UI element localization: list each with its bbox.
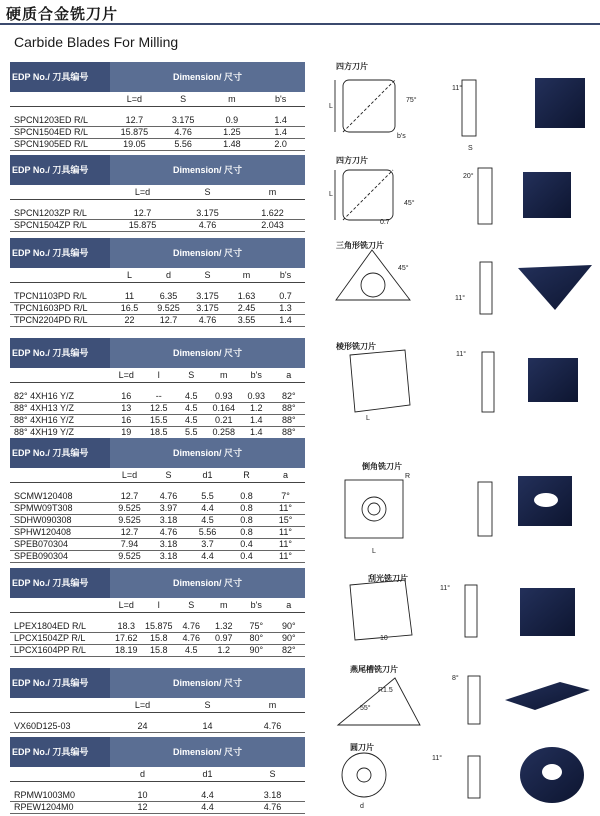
column-header: d (110, 767, 175, 782)
photo-square-2 (523, 172, 571, 218)
column-header: m (208, 368, 241, 383)
dimension-value: 1.4 (266, 315, 305, 327)
edp-number: SPCN1203ED R/L (10, 115, 110, 127)
dimension-value: 1.4 (240, 427, 273, 439)
column-header: a (266, 468, 305, 483)
dimension-value: 16 (110, 415, 143, 427)
dimension-value: 3.175 (175, 208, 240, 220)
dimension-value: 1.63 (227, 291, 266, 303)
column-header: m (227, 268, 266, 283)
dimension-value: 0.9 (208, 115, 257, 127)
edp-number: SCMW120408 (10, 491, 110, 503)
dimension-value: 0.4 (227, 551, 266, 563)
edp-number: LPCX1504ZP R/L (10, 633, 110, 645)
dimension-value: 1.4 (240, 415, 273, 427)
dimension-value: 80° (240, 633, 273, 645)
dimension-value: 9.525 (110, 503, 149, 515)
column-header: m (208, 92, 257, 107)
dimension-value: 75° (240, 621, 273, 633)
edp-header: EDP No./ 刀具编号 (10, 668, 110, 698)
dimension-value: 15.875 (110, 220, 175, 232)
edp-header: EDP No./ 刀具编号 (10, 568, 110, 598)
dimension-value: 0.8 (227, 503, 266, 515)
dimension-header: Dimension/ 尺寸 (110, 338, 305, 368)
drawing-label-5: 倒角铣刀片 (362, 461, 402, 471)
dimension-value: 5.56 (188, 527, 227, 539)
column-header: l (143, 598, 176, 613)
dimension-value: 1.4 (256, 115, 305, 127)
dimension-value: 4.76 (240, 802, 305, 814)
dimension-value: 0.8 (227, 515, 266, 527)
column-header: S (175, 368, 208, 383)
dimension-value: 16.5 (110, 303, 149, 315)
label-l-1: L (329, 103, 333, 110)
label-11-3: 11° (456, 351, 467, 358)
dimension-value: 15.5 (143, 415, 176, 427)
dimension-value: 12.7 (110, 115, 159, 127)
label-l-4: L (366, 415, 370, 422)
dimension-value: 4.76 (175, 220, 240, 232)
label-75: 75° (406, 97, 417, 104)
dimension-value: 3.175 (188, 303, 227, 315)
dimension-header: Dimension/ 尺寸 (110, 568, 305, 598)
page-title-en: Carbide Blades For Milling (14, 34, 179, 50)
drawing-label-7: 燕尾槽铣刀片 (350, 664, 398, 674)
column-header: L (110, 268, 149, 283)
dimension-value: 3.18 (240, 790, 305, 802)
photo-wiper (520, 588, 575, 636)
edp-number: 88° 4XH19 Y/Z (10, 427, 110, 439)
photo-round-hole (542, 764, 562, 780)
column-header: R (227, 468, 266, 483)
column-header: L=d (110, 698, 175, 713)
dimension-value: 4.4 (188, 551, 227, 563)
dimension-value: 0.8 (227, 491, 266, 503)
dimension-header: Dimension/ 尺寸 (110, 737, 305, 767)
dimension-value: 18.5 (143, 427, 176, 439)
edp-number: SDHW090308 (10, 515, 110, 527)
drawing-label-8: 圆刀片 (350, 742, 374, 752)
dimension-value: 3.18 (149, 539, 188, 551)
column-header: d1 (188, 468, 227, 483)
dimension-value: 0.8 (227, 527, 266, 539)
edp-number: LPEX1804ED R/L (10, 621, 110, 633)
dimension-value: 3.18 (149, 551, 188, 563)
dimension-value: 4.76 (240, 721, 305, 733)
edp-header: EDP No./ 刀具编号 (10, 238, 110, 268)
dimension-value: 3.175 (188, 291, 227, 303)
photo-chamfer-hole (534, 493, 558, 507)
dimension-value: 9.525 (110, 551, 149, 563)
label-11-5: 11° (432, 755, 443, 762)
label-bs-1: b's (397, 133, 406, 140)
dimension-value: 10 (110, 790, 175, 802)
edp-number: LPCX1604PP R/L (10, 645, 110, 657)
edp-number: SPCN1203ZP R/L (10, 208, 110, 220)
dimension-value: 90° (273, 621, 306, 633)
dimension-value: 11° (266, 539, 305, 551)
column-header: b's (266, 268, 305, 283)
photo-rhombus (528, 358, 578, 402)
dimension-value: 13 (110, 403, 143, 415)
label-11-1: 11° (452, 85, 463, 92)
edp-number: 82° 4XH16 Y/Z (10, 391, 110, 403)
dimension-value: 4.5 (175, 645, 208, 657)
drawing-label-2: 四方刀片 (336, 155, 368, 165)
label-8: 8° (452, 675, 459, 682)
edp-number: SPCN1504ZP R/L (10, 220, 110, 232)
column-header: S (175, 698, 240, 713)
edp-number: TPCN1603PD R/L (10, 303, 110, 315)
dimension-value: 0.21 (208, 415, 241, 427)
dimension-value: 0.7 (266, 291, 305, 303)
dimension-value: 90° (240, 645, 273, 657)
edp-number: TPCN1103PD R/L (10, 291, 110, 303)
dimension-header: Dimension/ 尺寸 (110, 155, 305, 185)
page-title-cn: 硬质合金铣刀片 (6, 5, 119, 23)
edp-number: VX60D125-03 (10, 721, 110, 733)
drawing-label-6: 刮光铣刀片 (368, 573, 408, 583)
label-07: 0.7 (380, 219, 390, 226)
dimension-value: 15.875 (110, 127, 159, 139)
edp-number: SPEB090304 (10, 551, 110, 563)
dimension-value: 4.4 (175, 790, 240, 802)
dimension-value: 15° (266, 515, 305, 527)
dimension-value: 11° (266, 527, 305, 539)
edp-number: SPCN1905ED R/L (10, 139, 110, 151)
dimension-value: 12.7 (149, 315, 188, 327)
column-header: m (208, 598, 241, 613)
dimension-value: 11° (266, 551, 305, 563)
label-45-2: 45° (398, 265, 409, 272)
dimension-value: 0.4 (227, 539, 266, 551)
dimension-value: 88° (273, 427, 306, 439)
edp-header: EDP No./ 刀具编号 (10, 737, 110, 767)
label-s-1: S (468, 145, 473, 152)
drawing-label-3: 三角形铣刀片 (336, 240, 384, 250)
dimension-value: 12.7 (110, 208, 175, 220)
dimension-value: 9.525 (110, 515, 149, 527)
dimension-value: 17.62 (110, 633, 143, 645)
label-45-1: 45° (404, 200, 415, 207)
dimension-value: 4.76 (188, 315, 227, 327)
column-header: L=d (110, 468, 149, 483)
dimension-value: 24 (110, 721, 175, 733)
edp-number: SPCN1504ED R/L (10, 127, 110, 139)
column-header: S (175, 185, 240, 200)
dimension-value: 9.525 (149, 303, 188, 315)
dimension-value: 12.7 (110, 527, 149, 539)
edp-number: 88° 4XH16 Y/Z (10, 415, 110, 427)
dimension-value: 3.55 (227, 315, 266, 327)
column-header: L=d (110, 185, 175, 200)
dimension-value: 82° (273, 645, 306, 657)
dimension-header: Dimension/ 尺寸 (110, 238, 305, 268)
dimension-value: 2.0 (256, 139, 305, 151)
column-header: L=d (110, 92, 159, 107)
column-header: a (273, 368, 306, 383)
dimension-value: 0.258 (208, 427, 241, 439)
dimension-value: 12 (110, 802, 175, 814)
dimension-value: 2.043 (240, 220, 305, 232)
column-header: d1 (175, 767, 240, 782)
edp-header: EDP No./ 刀具编号 (10, 62, 110, 92)
edp-header: EDP No./ 刀具编号 (10, 155, 110, 185)
dimension-value: 0.93 (240, 391, 273, 403)
column-header: b's (256, 92, 305, 107)
label-55: 55° (360, 705, 371, 712)
dimension-value: 18.19 (110, 645, 143, 657)
photo-dovetail (505, 682, 590, 710)
edp-number: 88° 4XH13 Y/Z (10, 403, 110, 415)
column-header: l (143, 368, 176, 383)
edp-number: SPHW120408 (10, 527, 110, 539)
dimension-value: 12.7 (110, 491, 149, 503)
edp-header: EDP No./ 刀具编号 (10, 338, 110, 368)
dimension-value: 1.2 (240, 403, 273, 415)
dimension-value: 4.5 (188, 515, 227, 527)
edp-number: SPEB070304 (10, 539, 110, 551)
label-l-2: L (329, 191, 333, 198)
edp-number: SPMW09T308 (10, 503, 110, 515)
dimension-value: 15.8 (143, 633, 176, 645)
label-r: R (405, 473, 411, 480)
column-header: S (149, 468, 188, 483)
photo-triangle (518, 265, 592, 310)
dimension-value: 4.5 (175, 403, 208, 415)
dimension-value: 7.94 (110, 539, 149, 551)
dimension-value: 4.76 (149, 527, 188, 539)
dimension-value: 6.35 (149, 291, 188, 303)
edp-number: TPCN2204PD R/L (10, 315, 110, 327)
label-d-8: d (360, 803, 364, 810)
dimension-value: 90° (273, 633, 306, 645)
dimension-value: 1.32 (208, 621, 241, 633)
dimension-value: 1.25 (208, 127, 257, 139)
dimension-value: 3.97 (149, 503, 188, 515)
dimension-value: 1.622 (240, 208, 305, 220)
label-l-5: L (372, 548, 376, 555)
dimension-value: 4.76 (175, 621, 208, 633)
label-11-4: 11° (440, 585, 451, 592)
dimension-value: 82° (273, 391, 306, 403)
edp-number: RPMW1003M0 (10, 790, 110, 802)
dimension-value: 22 (110, 315, 149, 327)
dimension-value: 11° (266, 503, 305, 515)
dimension-value: 7° (266, 491, 305, 503)
dimension-value: 3.7 (188, 539, 227, 551)
dimension-value: 4.76 (175, 633, 208, 645)
dimension-value: 4.76 (159, 127, 208, 139)
column-header: d (149, 268, 188, 283)
dimension-value: 5.5 (188, 491, 227, 503)
column-header: S (188, 268, 227, 283)
dimension-value: 11 (110, 291, 149, 303)
dimension-value: 4.5 (175, 391, 208, 403)
dimension-value: 0.164 (208, 403, 241, 415)
dimension-header: Dimension/ 尺寸 (110, 62, 305, 92)
dimension-value: 88° (273, 415, 306, 427)
drawing-label-4: 棱形铣刀片 (336, 341, 376, 351)
column-header: S (240, 767, 305, 782)
dimension-value: 14 (175, 721, 240, 733)
dimension-value: 3.18 (149, 515, 188, 527)
drawing-label-1: 四方刀片 (336, 61, 368, 71)
dimension-value: 88° (273, 403, 306, 415)
dimension-value: 15.875 (143, 621, 176, 633)
dimension-value: 0.93 (208, 391, 241, 403)
edp-number: RPEW1204M0 (10, 802, 110, 814)
column-header: a (273, 598, 306, 613)
column-header: m (240, 185, 305, 200)
column-header: b's (240, 598, 273, 613)
label-r15: R1.5 (378, 687, 393, 694)
column-header: S (159, 92, 208, 107)
dimension-value: 2.45 (227, 303, 266, 315)
dimension-value: 5.56 (159, 139, 208, 151)
dimension-value: 1.48 (208, 139, 257, 151)
dimension-value: 19.05 (110, 139, 159, 151)
dimension-value: 5.5 (175, 427, 208, 439)
dimension-value: 12.5 (143, 403, 176, 415)
column-header: L=d (110, 598, 143, 613)
dimension-value: 3.175 (159, 115, 208, 127)
dimension-value: 16 (110, 391, 143, 403)
column-header: m (240, 698, 305, 713)
dimension-value: 4.4 (175, 802, 240, 814)
dimension-header: Dimension/ 尺寸 (110, 438, 305, 468)
dimension-value: 19 (110, 427, 143, 439)
dimension-value: 0.97 (208, 633, 241, 645)
label-10: 10 (380, 635, 388, 642)
dimension-value: -- (143, 391, 176, 403)
column-header: S (175, 598, 208, 613)
dimension-value: 1.2 (208, 645, 241, 657)
dimension-value: 4.4 (188, 503, 227, 515)
dimension-value: 1.3 (266, 303, 305, 315)
dimension-value: 15.8 (143, 645, 176, 657)
photo-square-1 (535, 78, 585, 128)
dimension-value: 4.5 (175, 415, 208, 427)
column-header: L=d (110, 368, 143, 383)
label-20: 20° (463, 173, 474, 180)
dimension-value: 18.3 (110, 621, 143, 633)
dimension-value: 1.4 (256, 127, 305, 139)
dimension-header: Dimension/ 尺寸 (110, 668, 305, 698)
label-11-2: 11° (455, 295, 466, 302)
edp-header: EDP No./ 刀具编号 (10, 438, 110, 468)
column-header: b's (240, 368, 273, 383)
dimension-value: 4.76 (149, 491, 188, 503)
